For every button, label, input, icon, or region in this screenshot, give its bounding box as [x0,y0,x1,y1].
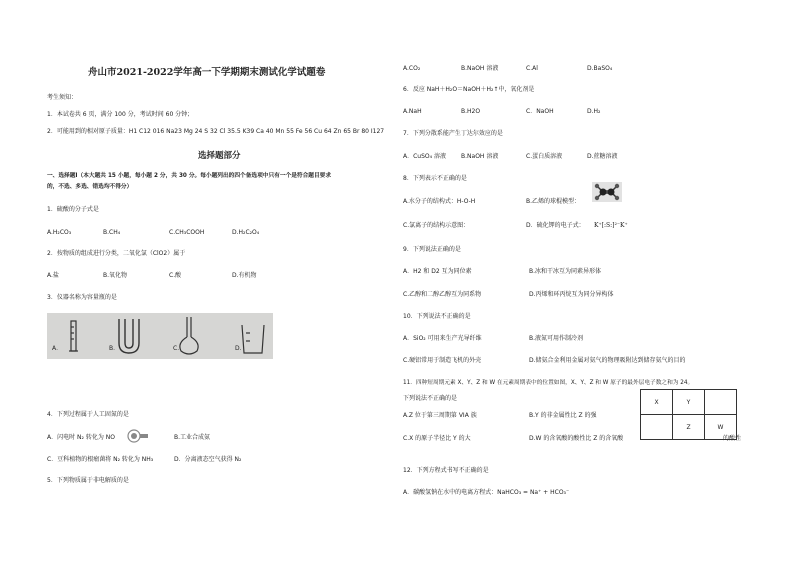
exam-title: 舟山市2021-2022学年高一下学期期末测试化学试题卷 [88,67,326,78]
q11-stem: 11．四种短周期元素 X、Y、Z 和 W 在元素周期表中的位置如图，X、Y、Z 和 W 原子的最外层电子数之和为 24。 [403,380,694,386]
notice-heading: 考生须知： [47,94,78,101]
q9-option-b: B.冰和干冰互为同素异形体 [529,268,602,275]
q3-label-b: B． [109,345,120,352]
q2-stem: 2．按物质的组成进行分类，二氧化氯（ClO2）属于 [47,250,186,257]
q10-stem: 10．下列说法不正确的是 [403,313,471,320]
q2-option-d: D.有机物 [232,272,257,279]
q10-option-c: C.硬铝常用于制造飞机的外壳 [403,357,482,364]
q6-stem: 6．反应 NaH＋H₂O＝NaOH＋H₂↑中，氧化剂是 [403,86,535,93]
q5-option-a: A.CO₂ [403,65,421,72]
cell-w: W [705,415,737,440]
q6-option-a: A.NaH [403,108,422,115]
periodic-table-fragment [640,389,737,440]
q3-label-c: C． [173,345,184,352]
cell-x: X [641,390,673,415]
q6-option-b: B.H2O [461,108,481,115]
cell-empty-1 [705,390,737,415]
q4-option-a: A．闪电时 N₂ 转化为 NO [47,434,115,441]
q11-option-a: A.Z 位于第三周期第 VIA 族 [403,412,477,419]
section-title: 选择题部分 [198,151,241,161]
q4-stem: 4．下列过程属于人工固氮的是 [47,411,129,418]
q10-option-b: B.液氮可用作制冷剂 [529,335,584,342]
cell-y: Y [673,390,705,415]
q11-option-d-tail: 的酸性 [723,435,742,442]
q1-option-a: A.H₂CO₃ [47,229,72,236]
q6-option-d: D.H₂ [587,108,601,115]
q7-option-a: A．CuSO₄ 溶液 [403,153,446,160]
q2-option-a: A.盐 [47,272,59,279]
q1-option-d: D.H₂C₂O₄ [232,229,260,236]
q11-option-d: D.W 的含氧酸的酸性比 Z 的含氧酸 [529,435,624,442]
q10-option-a: A．SiO₂ 可用来生产光导纤维 [403,335,482,342]
q2-option-b: B.氧化物 [103,272,128,279]
q7-option-c: C.蛋白质溶液 [526,153,563,160]
q9-option-c: C.乙醇和二醇乙醇互为同系物 [403,291,482,298]
q7-stem: 7．下列分散系能产生丁达尔效应的是 [403,130,503,137]
q7-option-d: D.蔗糖溶液 [587,153,618,160]
q11-option-c: C.X 的原子半径比 Y 的大 [403,435,471,442]
q8-option-c: C.氯离子的结构示意图： [403,222,470,229]
q5-stem: 5．下列物质属于非电解质的是 [47,477,129,484]
part1-instructions-1: 一、选择题Ⅰ（本大题共 15 小题，每小题 2 分，共 30 分。每小题列出的四个备选项中只有一个是符合题目要求 [47,173,332,179]
q6-option-c: C．NaOH [526,108,554,115]
q1-stem: 1．硫酸的分子式是 [47,206,99,213]
q5-option-b: B.NaOH 溶液 [461,65,499,72]
cell-empty-2 [641,415,673,440]
q11-option-b: B.Y 的非金属性比 Z 的强 [529,412,597,419]
q1-option-b: B.CH₄ [103,229,121,236]
q8-option-d: D．硫化钾的电子式： [526,222,585,229]
q12-option-a: A．碳酸氢钠在水中的电离方程式：NaHCO₃ = Na⁺ + HCO₃⁻ [403,489,570,496]
q3-stem: 3．仪器名称为容量瓶的是 [47,294,117,301]
q9-stem: 9．下列说法正确的是 [403,246,461,253]
q8-stem: 8．下列表示不正确的是 [403,175,467,182]
q9-option-a: A．H2 和 D2 互为同位素 [403,268,472,275]
notice-line-2: 2．可能用到的相对原子质量：H1 C12 016 Na23 Mg 24 S 32 Cl 35.5 K39 Ca 40 Mn 55 Fe 56 Cu 64 Zn 65 Br 80 I127 [47,128,385,135]
q8-d-formula: K⁺[:S:]²⁻K⁺ [594,222,628,229]
q3-label-d: D． [235,345,246,352]
part1-instructions-2: 的，不选、多选、错选均不得分） [47,184,133,190]
q4-option-c: C．豆科植物的根瘤菌将 N₂ 转化为 NH₃ [47,456,154,463]
q10-option-d: D.储氨合金利用金属对氨气的物理吸附达到储存氨气的目的 [529,357,686,364]
q9-option-d: D.丙烯和环丙烷互为同分异构体 [529,291,614,298]
q5-option-d: D.BaSO₄ [587,65,613,72]
q4-option-b: B.工业合成氨 [174,434,211,441]
q3-label-a: A． [52,345,63,352]
q4-option-d: D．分离液态空气获得 N₂ [174,456,242,463]
q7-option-b: B.NaOH 溶液 [461,153,499,160]
cell-z: Z [673,415,705,440]
q8-option-b: B.乙烯的球棍模型： [526,198,581,205]
watermark-icon [124,429,148,443]
ethylene-ball-stick-model-icon [592,182,622,202]
q2-option-c: C.酸 [169,272,182,279]
q12-stem: 12．下列方程式书写不正确的是 [403,467,489,474]
q8-option-a: A.水分子的结构式：H-O-H [403,198,476,205]
q5-option-c: C.Al [526,65,538,72]
notice-line-1: 1．本试卷共 6 页，满分 100 分，考试时间 60 分钟； [47,111,194,118]
q1-option-c: C.CH₃COOH [169,229,205,236]
q11-stem-2: 下列说法不正确的是 [403,395,458,402]
